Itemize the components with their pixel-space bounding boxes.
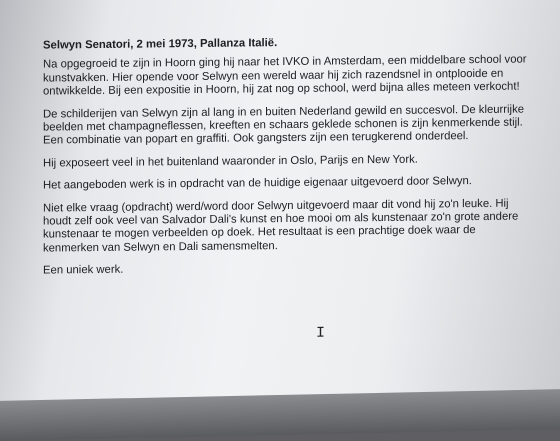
paragraph-commission: Het aangeboden werk is in opdracht van de huidige eigenaar uitgevoerd door Selwyn.	[43, 175, 472, 192]
text-cursor-icon: I	[316, 324, 326, 342]
paragraph-dali: Niet elke vraag (opdracht) werd/word door Selwyn uitgevoerd maar dit vond hij zo'n leuke. Hij houdt zelf ook veel van Salvador Dali's kunst en hoe mooi om als kunstenaar zo'n grote andere kunstenaar te mogen verbeelden op doek. Het resultaat is een prachtige doek waar de kenmerken van Selwyn en Dali samensmelten.	[43, 197, 519, 255]
document-body[interactable]	[43, 34, 533, 287]
document-title: Selwyn Senatori, 2 mei 1973, Pallanza Italië.	[43, 37, 278, 52]
paragraph-closing: Een uniek werk.	[43, 263, 124, 277]
paragraph-background: Na opgegroeid te zijn in Hoorn ging hij naar het IVKO in Amsterdam, een middelbare school voor kunstvakken. Hier opende voor Selwyn een wereld waar hij zich razendsnel in ontplooide en ontwikkelde. Bij een expositie in Hoorn, hij zat nog op school, werd bijna alles meteen verkocht!	[43, 53, 527, 98]
paragraph-exhibitions: Hij exposeert veel in het buitenland waaronder in Oslo, Parijs en New York.	[43, 153, 418, 170]
paragraph-style: De schilderijen van Selwyn zijn al lang in en buiten Nederland gewild en succesvol. De kleurrijke beelden met champagneflessen, kreeften en schaars geklede schonen is zijn kenmerkende stijl. Een combinatie van popart en graffiti. Ook gangsters zijn een terugkerend onderdeel.	[43, 103, 525, 147]
